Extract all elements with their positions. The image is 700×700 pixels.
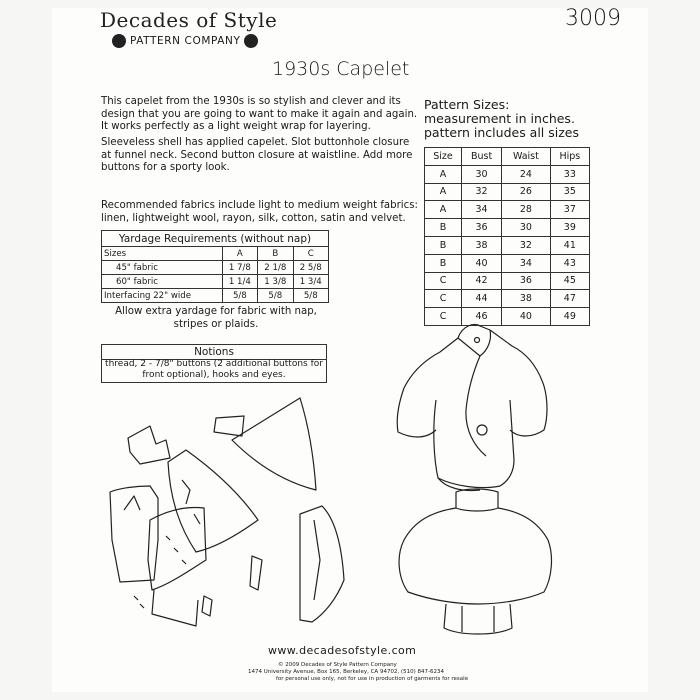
table-cell: A [425,165,462,183]
column-header: Bust [462,148,502,166]
column-header: Sizes [102,247,223,261]
table-cell: 43 [550,254,589,272]
yardage-title: Yardage Requirements (without nap) [101,230,329,247]
column-header: C [293,247,328,261]
notions-text: thread, 2 - 7/8" buttons (2 additional buttons for front optional), hooks and eyes. [101,358,327,383]
table-cell: B [425,254,462,272]
table-cell: 30 [462,165,502,183]
table-cell: Interfacing 22" wide [102,289,223,303]
brand-subtitle-text: PATTERN COMPANY [129,35,241,47]
table-cell: 2 1/8 [258,261,293,275]
column-header: Waist [502,148,551,166]
table-cell: A [425,183,462,201]
pattern-number: 3009 [565,6,621,31]
page-title: 1930s Capelet [272,58,410,80]
capelet-front-illustration [397,325,547,491]
table-cell: 41 [550,236,589,254]
table-cell: 45" fabric [102,261,223,275]
table-cell: 2 5/8 [293,261,328,275]
footer-copyright: © 2009 Decades of Style Pattern Company [278,662,397,668]
table-cell: 26 [502,183,551,201]
table-cell: 44 [462,290,502,308]
description-p3: Recommended fabrics include light to medium weight fabrics: linen, lightweight wool, rayon, silk, cotton, satin and velvet. [101,200,418,224]
column-header: Hips [550,148,589,166]
footer-address: 1474 University Avenue, Box 165, Berkeley, CA 94702, (510) 847-6234 [248,669,444,675]
table-cell: C [425,272,462,290]
table-cell: B [425,219,462,237]
table-cell: 28 [502,201,551,219]
table-cell: 38 [462,236,502,254]
table-cell: 1 3/8 [258,275,293,289]
notions-title: Notions [101,344,327,360]
capelet-back-illustration [399,489,551,634]
sizes-heading-line: Pattern Sizes: [424,97,510,112]
table-cell: 45 [550,272,589,290]
table-cell: 36 [462,219,502,237]
sizes-heading-line: measurement in inches. [424,111,575,126]
footer-disclaimer: for personal use only, not for use in production of garments for resale [276,676,469,682]
table-cell: 5/8 [222,289,257,303]
column-header: A [222,247,257,261]
table-cell: 34 [462,201,502,219]
description-p1: This capelet from the 1930s is so stylish and clever and its design that you are going to want to make it again and again. It works perfectly as a light weight wrap for layering. [101,96,418,132]
table-cell: 49 [550,308,589,326]
table-cell: 34 [502,254,551,272]
table-cell: 1 7/8 [222,261,257,275]
column-header: B [258,247,293,261]
table-cell: 60" fabric [102,275,223,289]
table-cell: C [425,290,462,308]
table-cell: B [425,236,462,254]
brand-name: Decades of Style [100,8,278,32]
table-cell: 32 [462,183,502,201]
footer-url[interactable]: www.decadesofstyle.com [268,644,417,657]
table-cell: 32 [502,236,551,254]
column-header: Size [425,148,462,166]
table-cell: 36 [502,272,551,290]
table-cell: 38 [502,290,551,308]
table-cell: 47 [550,290,589,308]
table-cell: 33 [550,165,589,183]
table-cell: 1 3/4 [293,275,328,289]
table-cell: 46 [462,308,502,326]
table-cell: 30 [502,219,551,237]
table-cell: 24 [502,165,551,183]
table-cell: 1 1/4 [222,275,257,289]
table-cell: C [425,308,462,326]
table-cell: 39 [550,219,589,237]
sizes-heading-line: pattern includes all sizes [424,125,580,140]
table-cell: 35 [550,183,589,201]
pattern-pieces-illustration [110,398,344,626]
table-cell: 42 [462,272,502,290]
table-cell: 5/8 [258,289,293,303]
table-cell: A [425,201,462,219]
description-p2: Sleeveless shell has applied capelet. Slot buttonhole closure at funnel neck. Second button closure at waistline. Add more buttons for a sporty look. [101,137,413,173]
table-cell: 40 [502,308,551,326]
table-cell: 40 [462,254,502,272]
table-cell: 5/8 [293,289,328,303]
yardage-note: Allow extra yardage for fabric with nap, stripes or plaids. [115,306,317,330]
table-cell: 37 [550,201,589,219]
